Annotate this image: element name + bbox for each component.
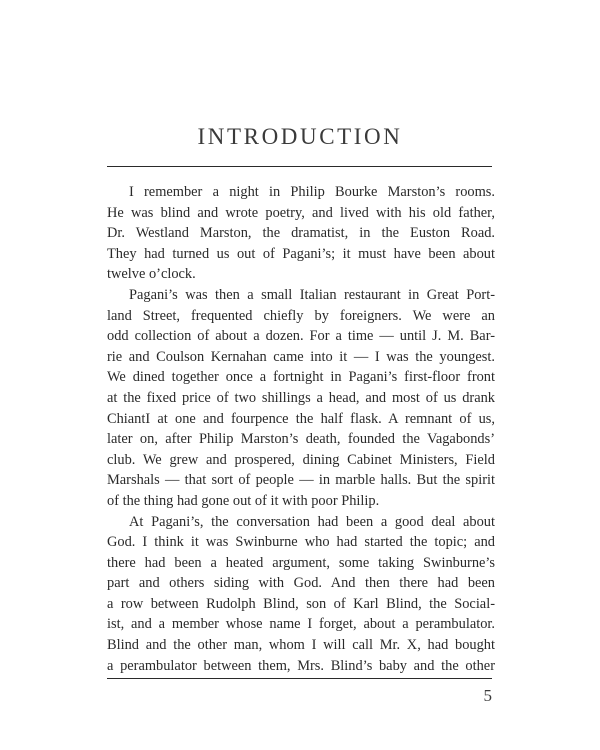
text-line: Blind and the other man, whom I will call Mr. X, had bought bbox=[107, 637, 495, 654]
top-divider bbox=[107, 166, 492, 167]
text-line: They had turned us out of Pagani’s; it must have been about bbox=[107, 245, 495, 262]
text-line: at the fixed price of two shillings a head, and most of us drank bbox=[107, 389, 495, 406]
text-line: odd collection of about a dozen. For a time — until J. M. Bar- bbox=[107, 328, 495, 345]
text-line: a row between Rudolph Blind, son of Karl Blind, the Social- bbox=[107, 595, 495, 612]
text-line: part and others siding with God. And then there had been bbox=[107, 575, 495, 592]
text-line: land Street, frequented chiefly by foreigners. We were an bbox=[107, 307, 495, 324]
text-line: He was blind and wrote poetry, and lived with his old father, bbox=[107, 204, 495, 221]
page-number: 5 bbox=[483, 686, 492, 705]
text-line: ChiantI at one and fourpence the half flask. A remnant of us, bbox=[107, 410, 495, 427]
text-line: At Pagani’s, the conversation had been a good deal about bbox=[129, 513, 495, 530]
body-text bbox=[107, 182, 495, 676]
text-line: I remember a night in Philip Bourke Marston’s rooms. bbox=[129, 184, 495, 200]
text-line: later on, after Philip Marston’s death, founded the Vagabonds’ bbox=[107, 431, 495, 448]
text-line: a perambulator between them, Mrs. Blind’s baby and the other bbox=[107, 657, 495, 674]
text-line: ist, and a member whose name I forget, about a perambulator. bbox=[107, 616, 495, 633]
text-line: there had been a heated argument, some taking Swinburne’s bbox=[107, 554, 495, 571]
text-line: twelve o’clock. bbox=[107, 266, 196, 283]
text-line: Dr. Westland Marston, the dramatist, in the Euston Road. bbox=[107, 225, 495, 242]
bottom-divider bbox=[107, 678, 492, 679]
text-line: rie and Coulson Kernahan came into it — I was the youngest. bbox=[107, 348, 495, 365]
paragraph-3 bbox=[107, 512, 495, 677]
paragraph-2 bbox=[107, 285, 495, 512]
text-line: of the thing had gone out of it with poor Philip. bbox=[107, 492, 380, 509]
paragraph-1 bbox=[107, 182, 495, 285]
text-line: God. I think it was Swinburne who had started the topic; and bbox=[107, 534, 495, 551]
text-line: Marshals — that sort of people — in marble halls. But the spirit bbox=[107, 472, 495, 489]
text-line: We dined together once a fortnight in Pagani’s first-floor front bbox=[107, 369, 495, 386]
text-line: club. We grew and prospered, dining Cabinet Ministers, Field bbox=[107, 451, 495, 468]
text-line: Pagani’s was then a small Italian restaurant in Great Port- bbox=[129, 286, 495, 303]
page-title: INTRODUCTION bbox=[197, 124, 403, 149]
